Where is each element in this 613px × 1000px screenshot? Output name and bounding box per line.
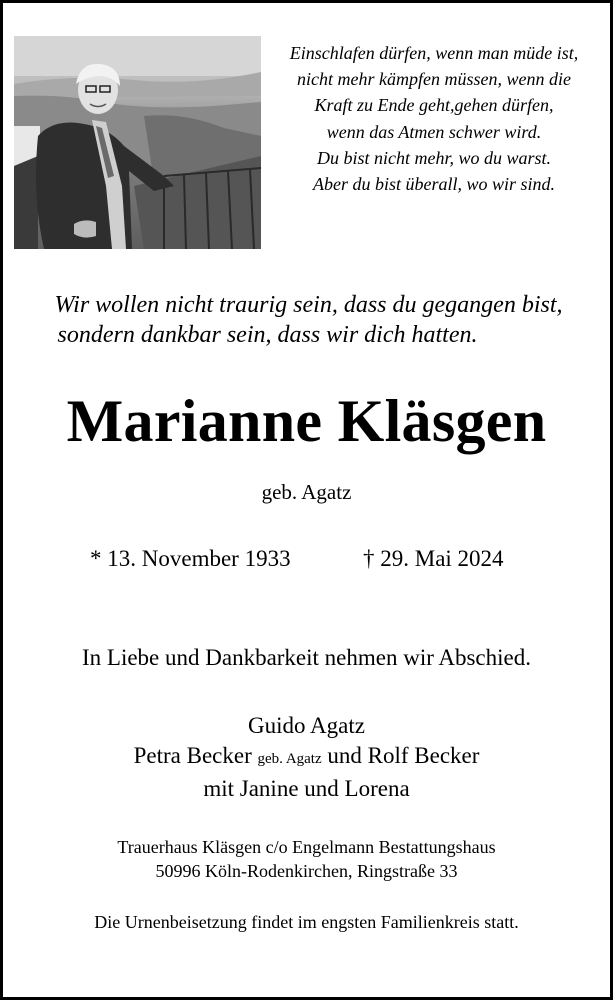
mourner-name: Petra Becker	[133, 743, 252, 768]
address-line-2: 50996 Köln-Rodenkirchen, Ringstraße 33	[155, 861, 458, 881]
maiden-name: geb. Agatz	[261, 480, 352, 504]
poem-line: Du bist nicht mehr, wo du warst.	[316, 147, 552, 168]
portrait-photo	[14, 36, 261, 249]
poem	[261, 40, 607, 197]
address-line-1: Trauerhaus Kläsgen c/o Engelmann Bestattungshaus	[117, 837, 496, 857]
mourners	[3, 711, 610, 804]
mourner-line-2	[3, 741, 610, 774]
burial-note: Die Urnenbeisetzung findet im engsten Familienkreis statt.	[94, 912, 519, 932]
farewell-text: In Liebe und Dankbarkeit nehmen wir Abschied.	[81, 645, 531, 670]
birth-date: * 13. November 1933	[90, 546, 291, 571]
poem-line: Aber du bist überall, wo wir sind.	[312, 174, 555, 195]
portrait-photo-icon	[14, 36, 261, 249]
mourner-line-1: Guido Agatz	[248, 713, 365, 738]
poem-line: Einschlafen dürfen, wenn man müde ist,	[289, 43, 579, 63]
address	[3, 835, 610, 883]
poem-line: Kraft zu Ende geht,gehen dürfen,	[314, 95, 554, 116]
mourner-name: und Rolf Becker	[327, 743, 480, 768]
motto-line-1: Wir wollen nicht traurig sein, dass du gegangen bist,	[54, 292, 563, 318]
motto-line-2: sondern dankbar sein, dass wir dich hatten.	[57, 322, 478, 348]
death-date: † 29. Mai 2024	[363, 546, 504, 571]
poem-line: nicht mehr kämpfen müssen, wenn die	[297, 69, 571, 90]
poem-line: wenn das Atmen schwer wird.	[326, 121, 542, 142]
deceased-name: Marianne Kläsgen	[66, 388, 547, 454]
mourner-maiden-name: geb. Agatz	[257, 751, 322, 767]
mourner-line-3: mit Janine und Lorena	[203, 776, 410, 801]
motto	[3, 290, 610, 350]
